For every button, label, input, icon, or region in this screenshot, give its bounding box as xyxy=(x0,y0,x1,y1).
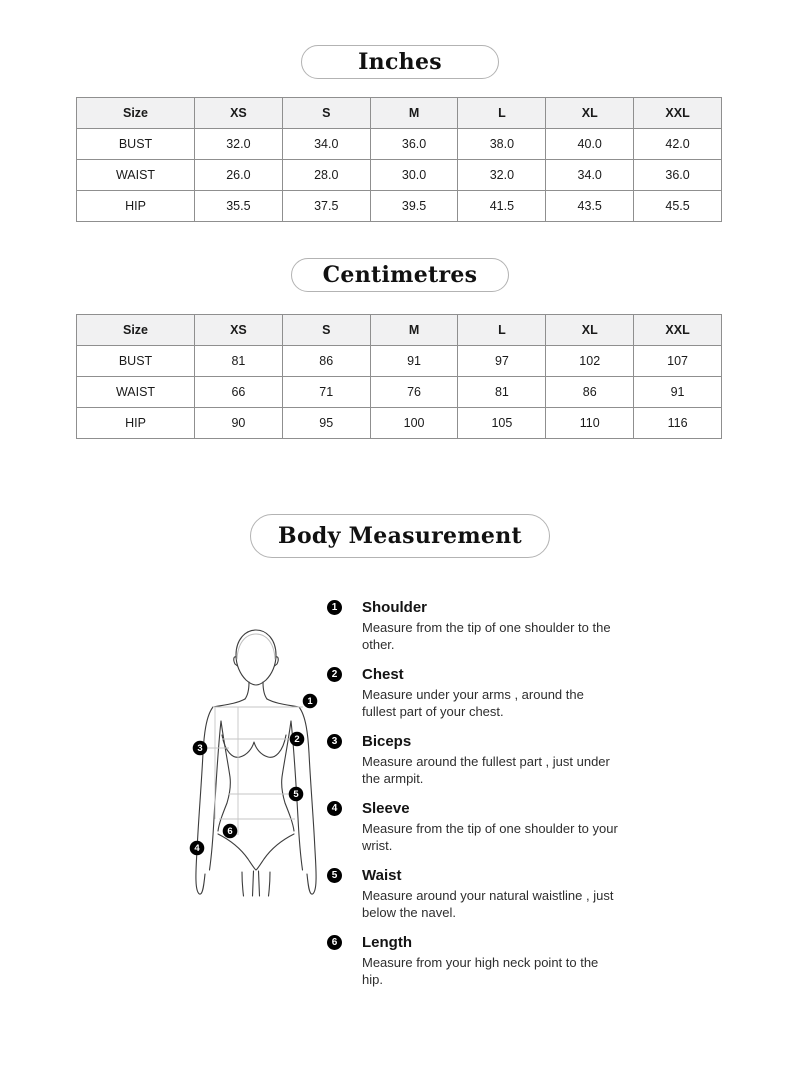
figure-marker-number: 2 xyxy=(294,734,300,745)
cell: 100 xyxy=(370,408,458,439)
cell: 116 xyxy=(634,408,722,439)
table-row xyxy=(77,191,722,222)
row-label: BUST xyxy=(77,346,195,377)
cell: 86 xyxy=(282,346,370,377)
item-name: Biceps xyxy=(362,733,412,750)
column-header: XS xyxy=(195,315,283,346)
cell: 97 xyxy=(458,346,546,377)
row-label: BUST xyxy=(77,129,195,160)
row-label: WAIST xyxy=(77,377,195,408)
cell: 43.5 xyxy=(546,191,634,222)
list-item-waist xyxy=(327,866,627,921)
cell: 105 xyxy=(458,408,546,439)
body-measurement-list xyxy=(327,598,627,1000)
cell: 40.0 xyxy=(546,129,634,160)
column-header: M xyxy=(370,315,458,346)
figure-leg-right xyxy=(269,872,271,896)
table-row xyxy=(77,129,722,160)
figure-marker-number: 1 xyxy=(307,696,313,707)
list-item-biceps xyxy=(327,732,627,787)
figure-shoulders xyxy=(213,699,299,707)
body-measurement-section-header xyxy=(0,514,800,558)
item-name: Sleeve xyxy=(362,800,410,817)
cell: 42.0 xyxy=(634,129,722,160)
item-description: Measure from the tip of one shoulder to the other. xyxy=(362,620,611,652)
column-header: XL xyxy=(546,98,634,129)
item-description: Measure under your arms , around the fullest part of your chest. xyxy=(362,687,584,719)
item-name: Chest xyxy=(362,666,404,683)
figure-bust xyxy=(222,735,286,757)
body-measurement-title-pill: Body Measurement xyxy=(250,514,550,558)
item-name: Shoulder xyxy=(362,599,428,616)
item-number-badge: 6 xyxy=(327,935,342,950)
column-header: S xyxy=(282,315,370,346)
item-description: Measure around your natural waistline , just below the navel. xyxy=(362,888,614,920)
column-header: Size xyxy=(77,98,195,129)
column-header: L xyxy=(458,98,546,129)
table-row xyxy=(77,377,722,408)
item-description: Measure from the tip of one shoulder to your wrist. xyxy=(362,821,618,853)
cell: 95 xyxy=(282,408,370,439)
column-header: S xyxy=(282,98,370,129)
body-figure-diagram xyxy=(175,613,325,898)
cell: 37.5 xyxy=(282,191,370,222)
figure-marker-5 xyxy=(289,787,304,802)
cell: 107 xyxy=(634,346,722,377)
cell: 38.0 xyxy=(458,129,546,160)
column-header: XXL xyxy=(634,98,722,129)
item-name: Length xyxy=(362,934,412,951)
row-label: HIP xyxy=(77,191,195,222)
cell: 26.0 xyxy=(195,160,283,191)
column-header: M xyxy=(370,98,458,129)
cell: 76 xyxy=(370,377,458,408)
table-header-row xyxy=(77,315,722,346)
table-row xyxy=(77,160,722,191)
figure-marker-6 xyxy=(223,824,238,839)
cell: 35.5 xyxy=(195,191,283,222)
cell: 71 xyxy=(282,377,370,408)
cell: 32.0 xyxy=(195,129,283,160)
row-label: HIP xyxy=(77,408,195,439)
figure-crotch xyxy=(253,871,260,896)
cell: 90 xyxy=(195,408,283,439)
cell: 91 xyxy=(370,346,458,377)
column-header: Size xyxy=(77,315,195,346)
cell: 81 xyxy=(458,377,546,408)
item-description: Measure around the fullest part , just under the armpit. xyxy=(362,754,610,786)
inches-size-table xyxy=(76,97,722,222)
inches-title-pill: Inches xyxy=(301,45,499,79)
cell: 86 xyxy=(546,377,634,408)
item-number-badge: 4 xyxy=(327,801,342,816)
cell: 102 xyxy=(546,346,634,377)
row-label: WAIST xyxy=(77,160,195,191)
figure-panty xyxy=(218,834,294,870)
table-header-row xyxy=(77,98,722,129)
figure-marker-4 xyxy=(190,841,205,856)
cell: 32.0 xyxy=(458,160,546,191)
cell: 110 xyxy=(546,408,634,439)
cell: 81 xyxy=(195,346,283,377)
figure-marker-number: 6 xyxy=(227,826,233,837)
figure-marker-number: 5 xyxy=(293,789,299,800)
body-figure-svg xyxy=(175,613,325,898)
item-number-badge: 2 xyxy=(327,667,342,682)
cell: 45.5 xyxy=(634,191,722,222)
inches-section-header xyxy=(0,45,800,79)
figure-hairline xyxy=(237,634,275,659)
cell: 91 xyxy=(634,377,722,408)
item-number-badge: 1 xyxy=(327,600,342,615)
cell: 34.0 xyxy=(546,160,634,191)
column-header: L xyxy=(458,315,546,346)
centimetres-size-table xyxy=(76,314,722,439)
figure-marker-2 xyxy=(290,732,305,747)
cell: 39.5 xyxy=(370,191,458,222)
list-item-shoulder xyxy=(327,598,627,653)
column-header: XS xyxy=(195,98,283,129)
item-number-badge: 5 xyxy=(327,868,342,883)
figure-marker-number: 3 xyxy=(197,743,203,754)
list-item-chest xyxy=(327,665,627,720)
cell: 66 xyxy=(195,377,283,408)
figure-leg-left xyxy=(242,872,244,896)
column-header: XL xyxy=(546,315,634,346)
item-name: Waist xyxy=(362,867,402,884)
cell: 41.5 xyxy=(458,191,546,222)
cell: 36.0 xyxy=(370,129,458,160)
figure-marker-1 xyxy=(303,694,318,709)
cell: 28.0 xyxy=(282,160,370,191)
centimetres-title-pill: Centimetres xyxy=(291,258,510,292)
table-row xyxy=(77,408,722,439)
table-row xyxy=(77,346,722,377)
figure-marker-number: 4 xyxy=(194,843,200,854)
item-description: Measure from your high neck point to the hip. xyxy=(362,955,599,987)
cell: 36.0 xyxy=(634,160,722,191)
item-number-badge: 3 xyxy=(327,734,342,749)
column-header: XXL xyxy=(634,315,722,346)
cell: 30.0 xyxy=(370,160,458,191)
centimetres-section-header xyxy=(0,258,800,292)
figure-marker-3 xyxy=(193,741,208,756)
figure-head xyxy=(236,630,276,685)
cell: 34.0 xyxy=(282,129,370,160)
list-item-length xyxy=(327,933,627,988)
list-item-sleeve xyxy=(327,799,627,854)
